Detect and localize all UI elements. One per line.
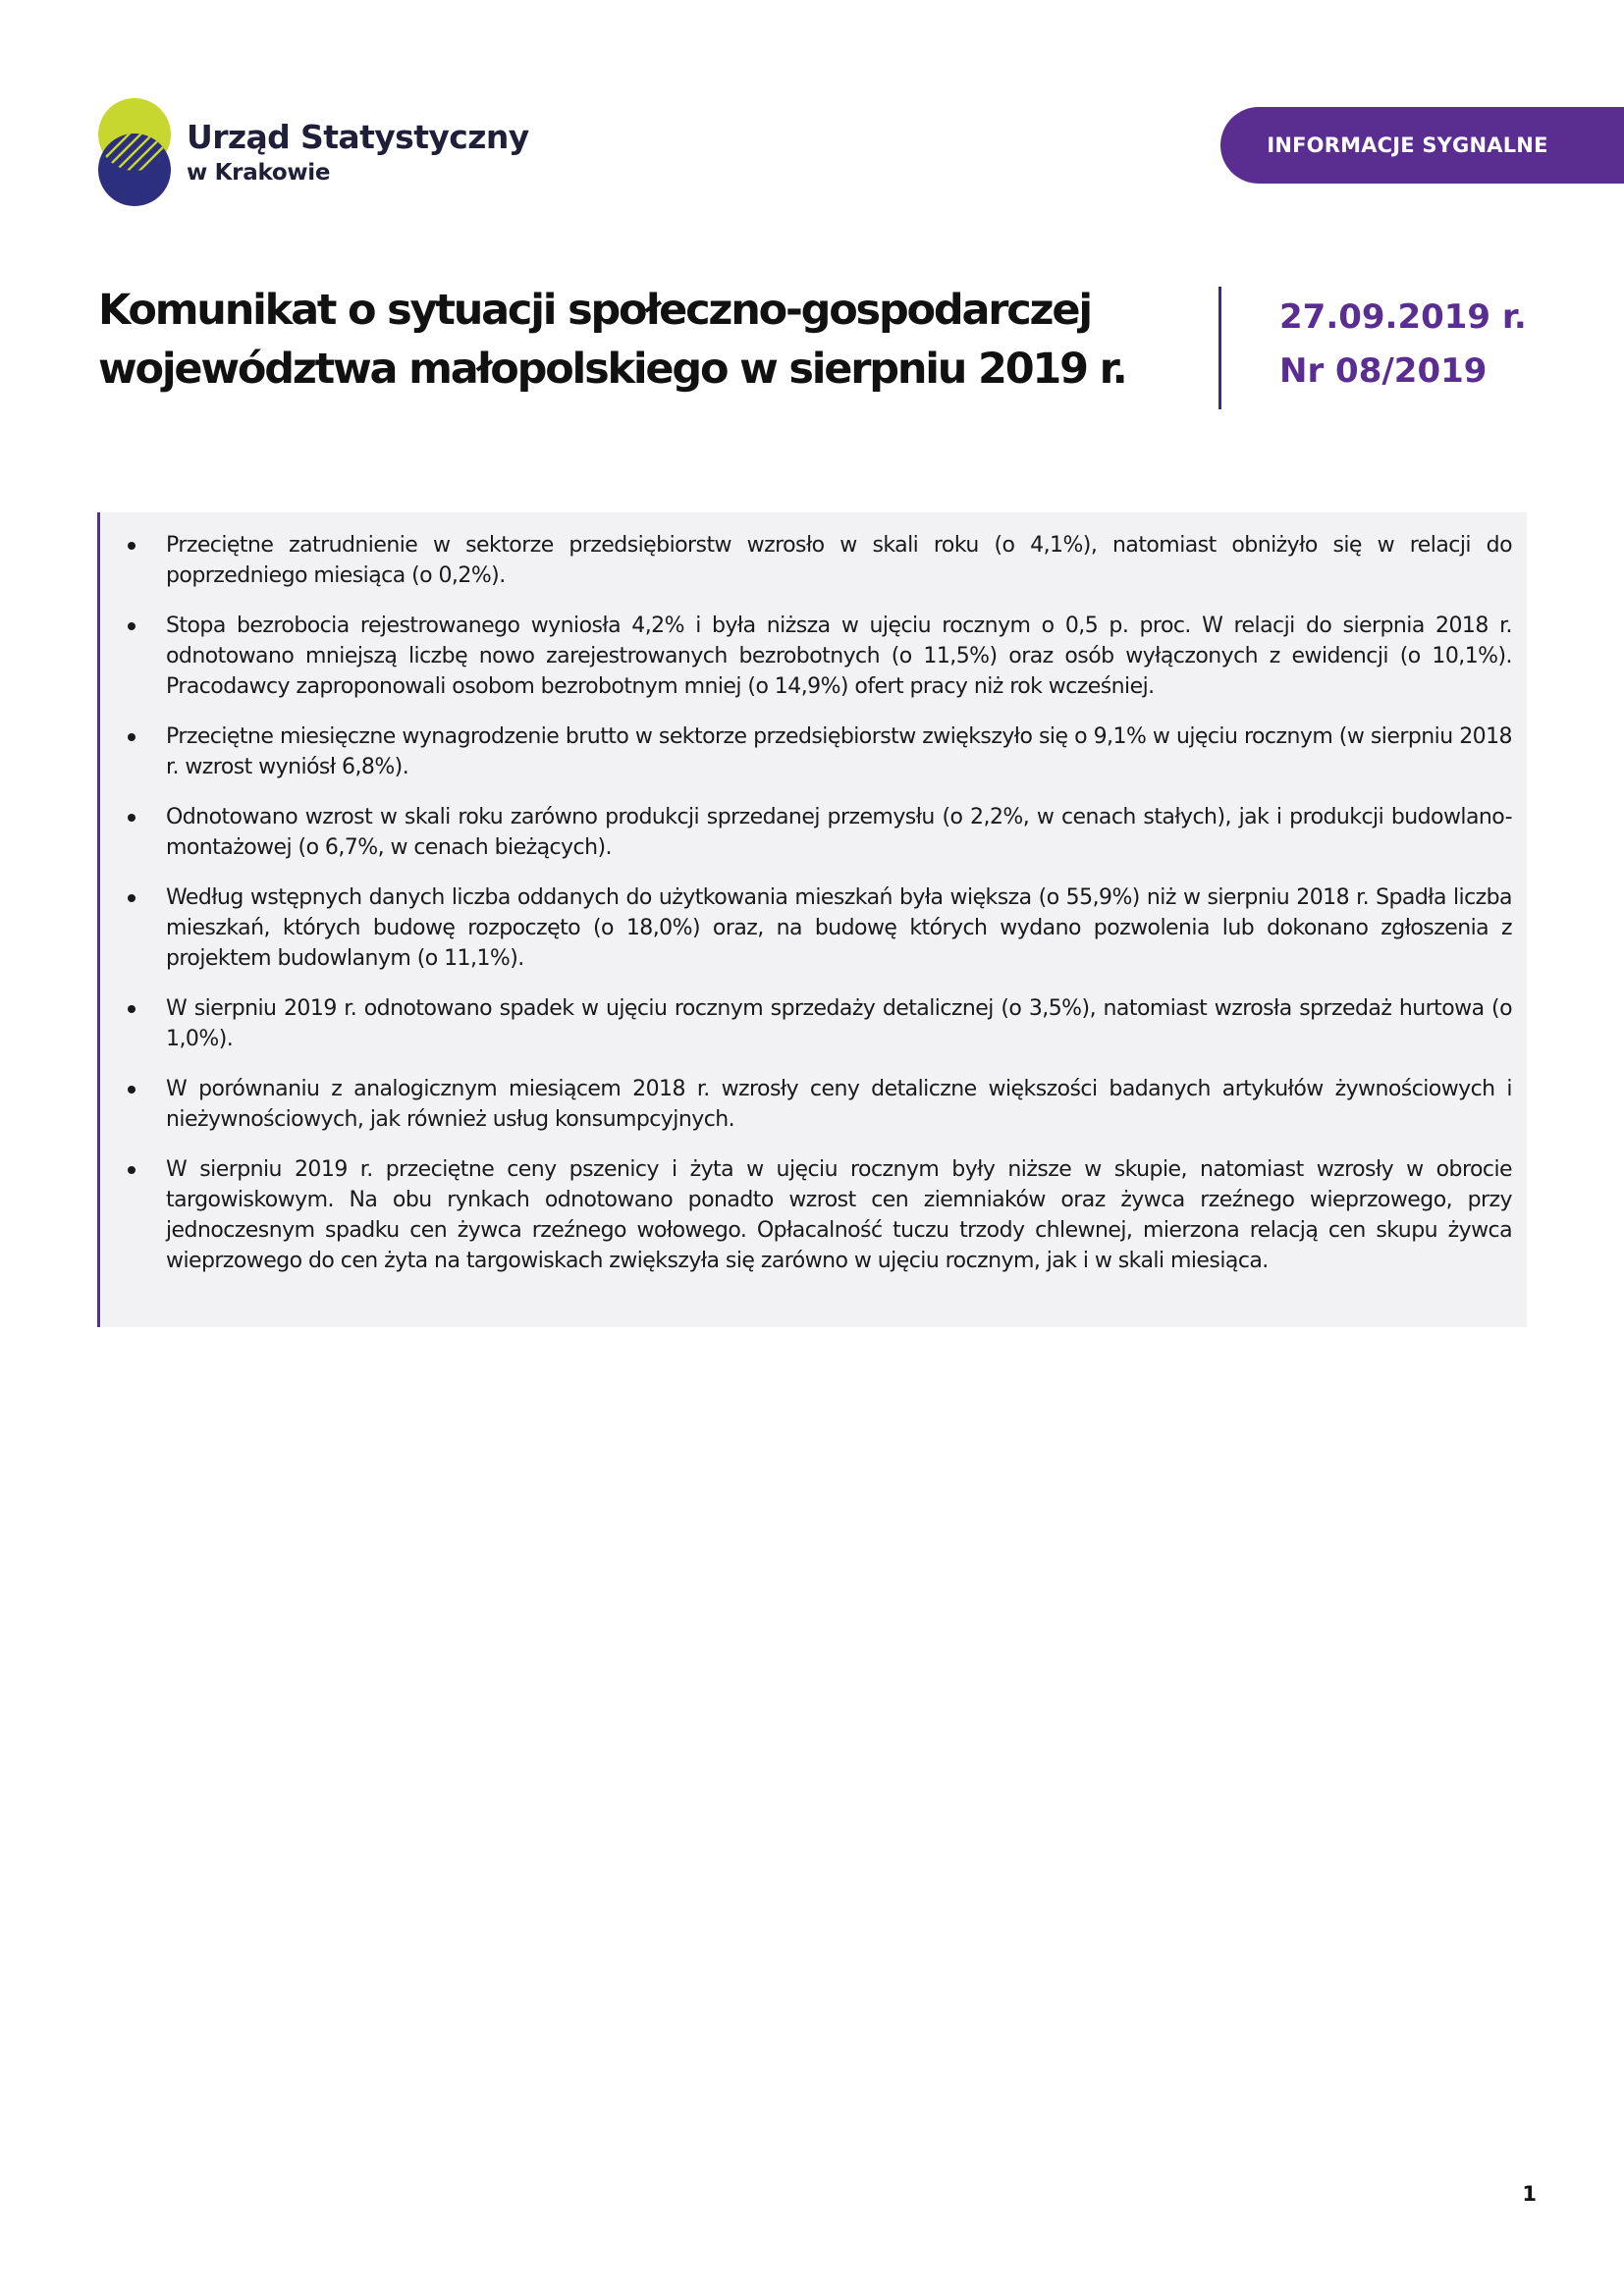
publication-meta [1279, 291, 1527, 399]
page-title [98, 281, 1208, 399]
page-title-line2: województwa małopolskiego w sierpniu 2019 r. [98, 345, 1126, 394]
page-title-line1: Komunikat o sytuacji społeczno-gospodarczej [98, 286, 1091, 335]
list-item [114, 1154, 1512, 1276]
list-item [114, 802, 1512, 863]
list-item [114, 721, 1512, 782]
list-item-text: W sierpniu 2019 r. odnotowano spadek w ujęciu rocznym sprzedaży detalicznej (o 3,5%), natomiast wzrosła sprzedaż hurtowa (o 1,0%). [166, 996, 1512, 1051]
bullet-icon [128, 1166, 135, 1174]
bullet-icon [128, 733, 135, 741]
list-item [114, 882, 1512, 974]
title-divider [1218, 287, 1221, 409]
list-item [114, 611, 1512, 702]
bullet-icon [128, 1005, 135, 1013]
list-item-text: Według wstępnych danych liczba oddanych do użytkowania mieszkań była większa (o 55,9%) niż w sierpniu 2018 r. Spadła liczba mieszkań, których budowę rozpoczęto (o 18,0%) oraz, na budowę których wydano pozwolenia lub dokonano zgłoszenia z projektem budowlanym (o 11,1%). [166, 885, 1512, 971]
list-item-text: Stopa bezrobocia rejestrowanego wyniosła 4,2% i była niższa w ujęciu rocznym o 0,5 p. proc. W relacji do sierpnia 2018 r. odnotowano mniejszą liczbę nowo zarejestrowanych bezrobotnych (o 11,5%) oraz osób wyłączonych z ewidencji (o 10,1%). Pracodawcy zaproponowali osobom bezrobotnym mniej (o 14,9%) ofert pracy niż rok wcześniej. [166, 614, 1512, 699]
list-item [114, 993, 1512, 1054]
highlights-list [114, 530, 1512, 1276]
bullet-icon [128, 622, 135, 630]
bullet-icon [128, 814, 135, 822]
list-item [114, 1074, 1512, 1135]
page-number: 1 [1522, 2182, 1537, 2206]
list-item-text: W sierpniu 2019 r. przeciętne ceny pszenicy i żyta w ujęciu rocznym były niższe w skupie, natomiast wzrosły w obrocie targowiskowym. Na obu rynkach odnotowano ponadto wzrost cen ziemniaków oraz żywca rzeźnego wieprzowego, przy jednoczesnym spadku cen żywca rzeźnego wołowego. Opłacalność tuczu trzody chlewnej, mierzona relacją cen skupu żywca wieprzowego do cen żyta na targowiskach zwiększyła się zarówno w ujęciu rocznym, jak i w skali miesiąca. [166, 1157, 1512, 1273]
list-item-text: Przeciętne miesięczne wynagrodzenie brutto w sektorze przedsiębiorstw zwiększyło się o 9,1% w ujęciu rocznym (w sierpniu 2018 r. wzrost wyniósł 6,8%). [166, 724, 1512, 779]
bullet-icon [128, 1086, 135, 1094]
bullet-icon [128, 894, 135, 902]
highlights-box [97, 512, 1527, 1327]
publication-date: 27.09.2019 r. [1279, 297, 1527, 337]
bullet-icon [128, 542, 135, 550]
publication-number: Nr 08/2019 [1279, 351, 1488, 391]
list-item-text: W porównaniu z analogicznym miesiącem 2018 r. wzrosły ceny detaliczne większości badanych artykułów żywnościowych i nieżywnościowych, jak również usług konsumpcyjnych. [166, 1077, 1512, 1132]
institution-name [187, 120, 529, 187]
list-item-text: Odnotowano wzrost w skali roku zarówno produkcji sprzedanej przemysłu (o 2,2%, w cenach stałych), jak i produkcji budowlano-montażowej (o 6,7%, w cenach bieżących). [166, 805, 1512, 860]
list-item-text: Przeciętne zatrudnienie w sektorze przedsiębiorstw wzrosło w skali roku (o 4,1%), natomiast obniżyło się w relacji do poprzedniego miesiąca (o 0,2%). [166, 533, 1512, 588]
category-badge: INFORMACJE SYGNALNE [1220, 107, 1624, 184]
institution-name-line2: w Krakowie [187, 160, 331, 186]
list-item [114, 530, 1512, 591]
institution-name-line1: Urząd Statystyczny [187, 118, 529, 156]
